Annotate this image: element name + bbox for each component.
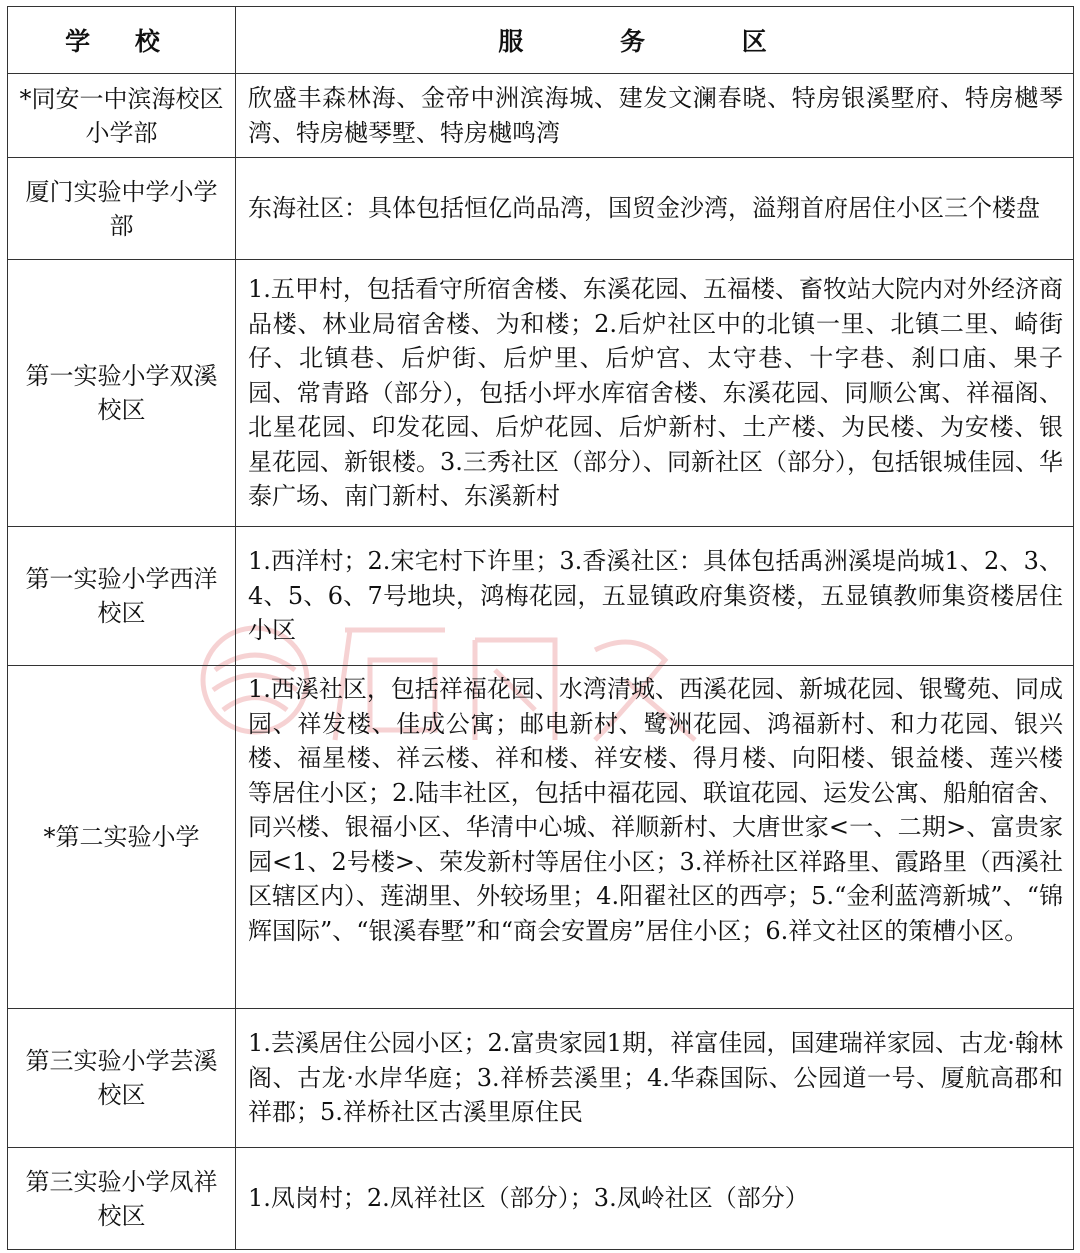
school-name: 厦门实验中学小学部 [8, 158, 236, 260]
table-row [8, 527, 1074, 666]
table-row [8, 1148, 1074, 1250]
service-area: 欣盛丰森林海、金帝中洲滨海城、建发文澜春晓、特房银溪墅府、特房樾琴湾、特房樾琴墅、特房樾鸣湾 [236, 74, 1074, 158]
table-row [8, 1009, 1074, 1148]
school-name: 第一实验小学双溪校区 [8, 260, 236, 527]
table-row [8, 158, 1074, 260]
header-school: 学 校 [8, 7, 236, 74]
table-header-row [8, 7, 1074, 74]
service-area: 1.西洋村；2.宋宅村下许里；3.香溪社区：具体包括禹洲溪堤尚城1、2、3、4、5、6、7号地块，鸿梅花园，五显镇政府集资楼，五显镇教师集资楼居住小区 [236, 527, 1074, 666]
service-area: 1.西溪社区，包括祥福花园、水湾清城、西溪花园、新城花园、银鹭苑、同成园、祥发楼、佳成公寓；邮电新村、鹭洲花园、鸿福新村、和力花园、银兴楼、福星楼、祥云楼、祥和楼、祥安楼、得月楼、向阳楼、银益楼、莲兴楼等居住小区；2.陆丰社区，包括中福花园、联谊花园、运发公寓、船舶宿舍、同兴楼、银福小区、华清中心城、祥顺新村、大唐世家<一、二期>、富贵家园<1、2号楼>、荣发新村等居住小区；3.祥桥社区祥路里、霞路里（西溪社区辖区内）、莲湖里、外较场里；4.阳翟社区的西亭；5.“金利蓝湾新城”、“锦辉国际”、“银溪春墅”和“商会安置房”居住小区；6.祥文社区的策槽小区。 [236, 666, 1074, 1009]
school-name: 第一实验小学西洋校区 [8, 527, 236, 666]
school-name: 第三实验小学芸溪校区 [8, 1009, 236, 1148]
table-row [8, 74, 1074, 158]
school-name: *第二实验小学 [8, 666, 236, 1009]
header-area: 服 务 区 [236, 7, 1074, 74]
service-area: 1.凤岗村；2.凤祥社区（部分）；3.凤岭社区（部分） [236, 1148, 1074, 1250]
table-row [8, 666, 1074, 1009]
service-area: 1.五甲村，包括看守所宿舍楼、东溪花园、五福楼、畜牧站大院内对外经济商品楼、林业局宿舍楼、为和楼；2.后炉社区中的北镇一里、北镇二里、崎街仔、北镇巷、后炉街、后炉里、后炉宫、太守巷、十字巷、刹口庙、果子园、常青路（部分），包括小坪水库宿舍楼、东溪花园、同顺公寓、祥福阁、北星花园、印发花园、后炉花园、后炉新村、土产楼、为民楼、为安楼、银星花园、新银楼。3.三秀社区（部分）、同新社区（部分），包括银城佳园、华泰广场、南门新村、东溪新村 [236, 260, 1074, 527]
service-area: 1.芸溪居住公园小区；2.富贵家园1期，祥富佳园，国建瑞祥家园、古龙·翰林阁、古龙·水岸华庭；3.祥桥芸溪里；4.华森国际、公园道一号、厦航高郡和祥郡；5.祥桥社区古溪里原住民 [236, 1009, 1074, 1148]
table-row [8, 260, 1074, 527]
school-district-table [7, 6, 1074, 1250]
school-name: 第三实验小学凤祥校区 [8, 1148, 236, 1250]
school-name: *同安一中滨海校区小学部 [8, 74, 236, 158]
service-area: 东海社区：具体包括恒亿尚品湾，国贸金沙湾，溢翔首府居住小区三个楼盘 [236, 158, 1074, 260]
